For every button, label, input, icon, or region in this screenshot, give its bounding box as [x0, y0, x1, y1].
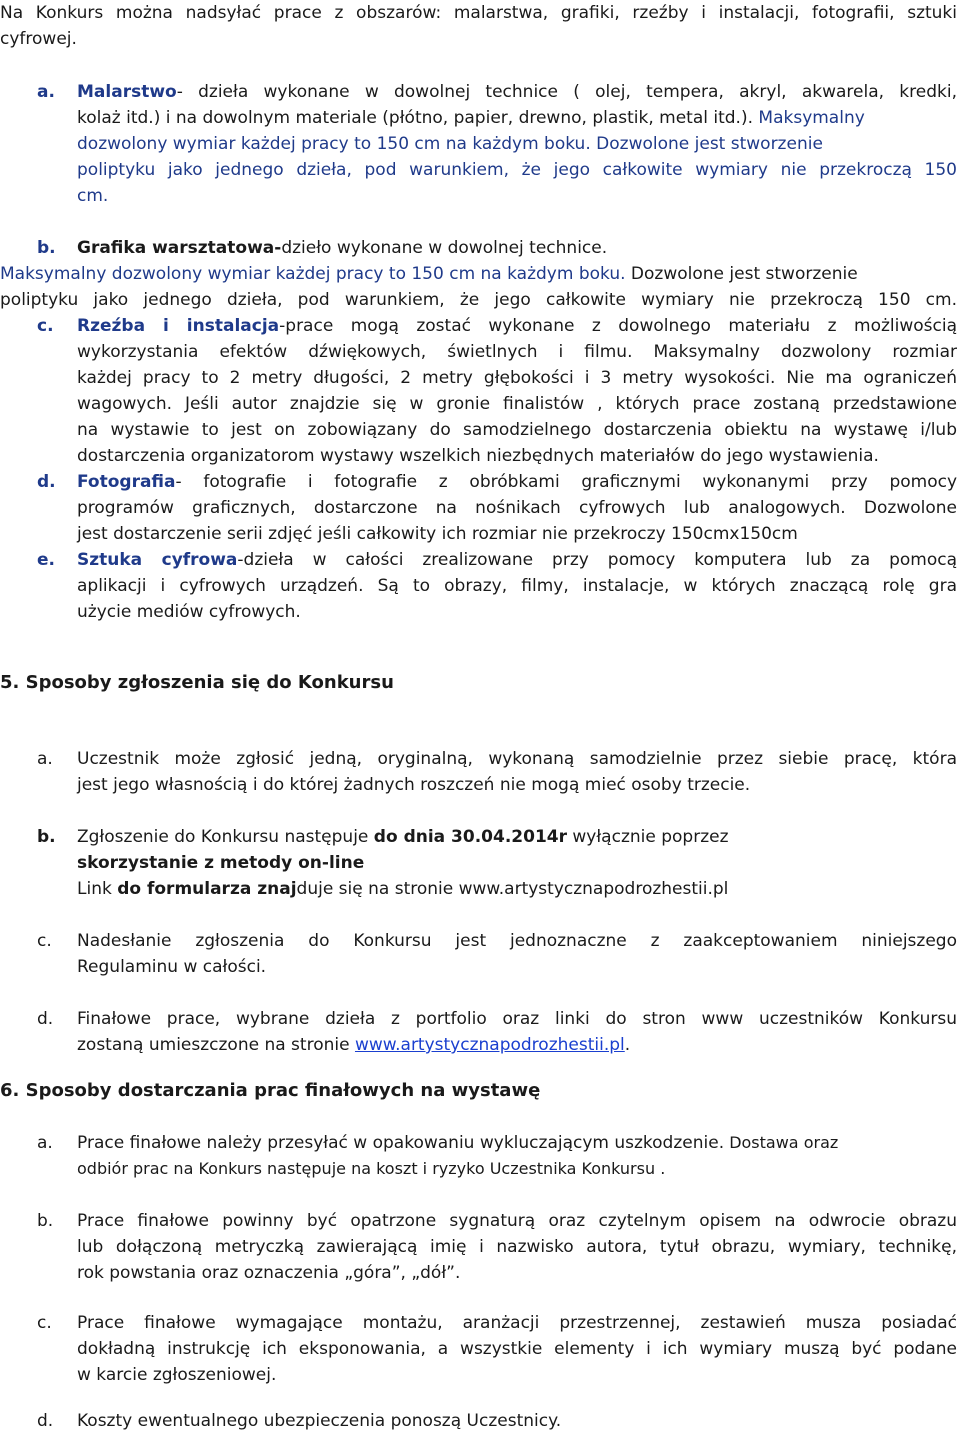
list-marker: b.: [37, 827, 56, 847]
deadline-date: do dnia 30.04.2014r: [373, 827, 567, 847]
list-item-text: Koszty ewentualnego ubezpieczenia ponoszą Uczestnicy.: [77, 1411, 562, 1431]
list-marker: c.: [37, 316, 54, 336]
list-marker: d.: [37, 472, 56, 492]
item-text: Dostawa oraz: [724, 1133, 839, 1152]
item-text: dzieło wykonane w dowolnej technice.: [281, 238, 608, 258]
list-marker: a.: [37, 82, 55, 102]
list-item-text: [77, 1130, 838, 1156]
item-title: Malarstwo: [77, 82, 177, 102]
list-marker: b.: [37, 1211, 54, 1231]
list-item-text: Finałowe prace, wybrane dzieła z portfolio oraz linki do stron www uczestników Konkursu: [77, 1009, 957, 1029]
item-text-line: poliptyku jako jednego dzieła, pod warunkiem, że jego całkowite wymiary nie przekroczą 150: [77, 160, 957, 180]
item-text: - dzieła wykonane w dowolnej technice ( olej, tempera, akryl, akwarela, kredki,: [176, 82, 957, 102]
section-heading: 6. Sposoby dostarczania prac finałowych na wystawę: [0, 1080, 541, 1101]
item-text-highlight: Maksymalny dozwolony wymiar każdej pracy to 150 cm na każdym boku.: [0, 264, 626, 284]
item-text-line: wykorzystania efektów dźwiękowych, świetlnych i filmu. Maksymalny dozwolony rozmiar: [77, 342, 957, 362]
list-marker: c.: [37, 1313, 52, 1333]
list-marker: e.: [37, 550, 55, 570]
item-text-line: programów graficznych, dostarczone na nośnikach cyfrowych lub analogowych. Dozwolone: [77, 498, 957, 518]
list-item-text: Prace finałowe wymagające montażu, aranżacji przestrzennej, zestawień musza posiadać: [77, 1313, 957, 1333]
list-item-text: jest jego własnością i do której żadnych roszczeń nie mogą mieć osoby trzecie.: [77, 775, 751, 795]
item-text-line: [77, 105, 865, 131]
list-item-text: [77, 850, 364, 876]
list-item-text: [77, 824, 729, 850]
item-text-line: użycie mediów cyfrowych.: [77, 602, 301, 622]
item-text-line: poliptyku jako jednego dzieła, pod warunkiem, że jego całkowite wymiary nie przekroczą 150 cm.: [0, 290, 957, 310]
item-text: Dozwolone jest stworzenie: [625, 264, 858, 284]
item-text-line: [77, 131, 823, 157]
list-marker: b.: [37, 238, 56, 258]
list-item-text: lub dołączoną metryczką zawierającą imię i nazwisko autora, tytuł obrazu, wymiary, technikę,: [77, 1237, 957, 1257]
list-item-grafika: [77, 235, 607, 261]
item-title: Fotografia: [77, 472, 176, 492]
item-text-highlight: Dozwolone jest stworzenie: [590, 134, 823, 154]
item-text-line: wagowych. Jeśli autor znajdzie się w gronie finalistów , których prace zostaną przedstawione: [77, 394, 957, 414]
item-text: duje się na stronie www.artystycznapodrozhestii.pl: [296, 879, 729, 899]
list-item-text: odbiór prac na Konkurs następuje na koszt i ryzyko Uczestnika Konkursu .: [77, 1159, 666, 1178]
list-marker: a.: [37, 749, 53, 769]
item-text-line: na wystawie to jest on zobowiązany do samodzielnego dostarczenia obiektu na wystawę i/lub: [77, 420, 957, 440]
intro-line: cyfrowej.: [0, 29, 77, 49]
item-text: Zgłoszenie do Konkursu następuje: [77, 827, 374, 847]
list-item-malarstwo: [77, 79, 957, 105]
item-text-line: każdej pracy to 2 metry długości, 2 metry głębokości i 3 metry wysokości. Nie ma ograniczeń: [77, 368, 957, 388]
list-item-text: Prace finałowe powinny być opatrzone sygnaturą oraz czytelnym opisem na odwrocie obrazu: [77, 1211, 957, 1231]
list-item-text: [77, 876, 728, 902]
item-text-bold: do formularza znaj: [117, 879, 297, 899]
list-item-text: Uczestnik może zgłosić jedną, oryginalną, wykonaną samodzielnie przez siebie pracę, która: [77, 749, 957, 769]
item-text: - fotografie i fotografie z obróbkami graficznymi wykonanymi przy pomocy: [175, 472, 957, 492]
list-item-rzezba: [77, 313, 957, 339]
item-text-line: aplikacji i cyfrowych urządzeń. Są to obrazy, filmy, instalacje, w których znaczącą rolę gra: [77, 576, 957, 596]
item-text: -prace mogą zostać wykonane z dowolnego materiału z możliwością: [279, 316, 957, 336]
list-marker: d.: [37, 1009, 54, 1029]
list-item-text: Regulaminu w całości.: [77, 957, 267, 977]
list-item-sztuka-cyfrowa: [77, 547, 957, 573]
list-marker: d.: [37, 1411, 54, 1431]
item-text: Prace finałowe należy przesyłać w opakowaniu wykluczającym uszkodzenie.: [77, 1133, 725, 1153]
item-text: -dzieła w całości zrealizowane przy pomocy komputera lub za pomocą: [237, 550, 957, 570]
item-text-highlight: dozwolony wymiar każdej pracy to 150 cm na każdym boku.: [77, 134, 591, 154]
list-item-text: dokładną instrukcję ich eksponowania, a wszystkie elementy i ich wymiary muszą być podane: [77, 1339, 957, 1359]
list-item-text: Nadesłanie zgłoszenia do Konkursu jest jednoznaczne z zaakceptowaniem niniejszego: [77, 931, 957, 951]
item-title: Grafika warsztatowa-: [77, 238, 282, 258]
list-item-text: rok powstania oraz oznaczenia „góra”, „dół”.: [77, 1263, 461, 1283]
intro-line: Na Konkurs można nadsyłać prace z obszarów: malarstwa, grafiki, rzeźby i instalacji, fotografii, sztuki: [0, 3, 957, 23]
list-marker: a.: [37, 1133, 53, 1153]
list-marker: c.: [37, 931, 52, 951]
item-text: kolaż itd.) i na dowolnym materiale (płótno, papier, drewno, plastik, metal itd.).: [77, 108, 753, 128]
item-text-line: cm.: [77, 186, 109, 206]
list-item-text: w karcie zgłoszeniowej.: [77, 1365, 277, 1385]
item-title: Sztuka cyfrowa: [77, 550, 238, 570]
list-item-fotografia: [77, 469, 957, 495]
item-text-line: jest dostarczenie serii zdjęć jeśli całkowity ich rozmiar nie przekroczy 150cmx150cm: [77, 524, 798, 544]
item-text-line: [0, 261, 858, 287]
item-title: Rzeźba i instalacja: [77, 316, 280, 336]
item-text: .: [624, 1035, 631, 1055]
item-text: wyłącznie poprzez: [566, 827, 729, 847]
item-text-highlight: Maksymalny: [753, 108, 865, 128]
section-heading: 5. Sposoby zgłoszenia się do Konkursu: [0, 672, 394, 693]
item-text: zostaną umieszczone na stronie: [77, 1035, 355, 1055]
list-item-text: [77, 1032, 630, 1058]
item-text: Link: [77, 879, 118, 899]
website-link[interactable]: www.artystycznapodrozhestii.pl: [354, 1035, 625, 1055]
item-text-bold: skorzystanie z metody on-line: [77, 853, 365, 873]
item-text-line: dostarczenia organizatorom wystawy wszelkich niezbędnych materiałów do jego wystawienia.: [77, 446, 879, 466]
